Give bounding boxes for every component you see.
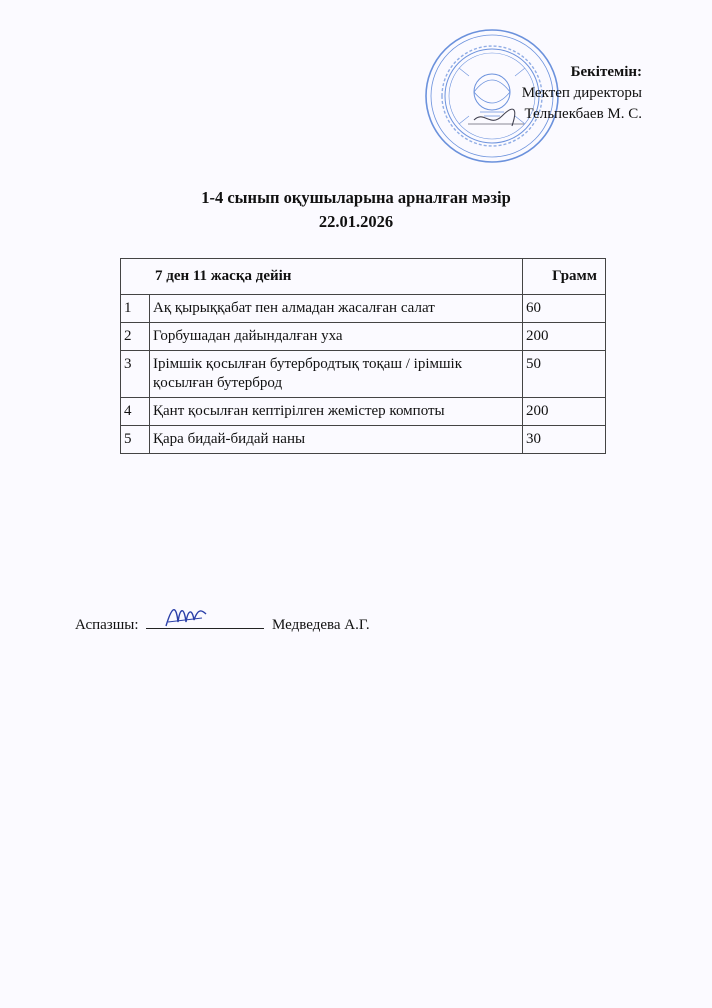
row-dish: Ақ қырыққабат пен алмадан жасалған салат: [150, 295, 523, 323]
row-gram: 200: [523, 398, 606, 426]
row-number: 2: [121, 323, 150, 351]
approval-header: Бекітемін:: [570, 64, 642, 80]
table-row: [121, 351, 606, 398]
signature-line: [146, 612, 264, 629]
handwritten-signature: [162, 600, 210, 630]
row-number: 4: [121, 398, 150, 426]
row-number: 3: [121, 351, 150, 398]
row-dish: Ірімшік қосылған бутербродтық тоқаш / ірімшік қосылған бутерброд: [150, 351, 523, 398]
table-row: [121, 398, 606, 426]
approval-block: [522, 62, 642, 125]
row-gram: 30: [523, 426, 606, 454]
cook-label: Аспазшы:: [75, 617, 139, 633]
row-dish: Қара бидай-бидай наны: [150, 426, 523, 454]
menu-table: [120, 258, 606, 454]
cook-signature-line: [75, 612, 370, 635]
approval-position: Мектеп директоры: [521, 85, 642, 101]
header-gram: Грамм: [523, 259, 606, 295]
row-gram: 50: [523, 351, 606, 398]
table-row: [121, 323, 606, 351]
menu-title: 1-4 сынып оқушыларына арналған мәзір: [201, 188, 511, 207]
row-gram: 200: [523, 323, 606, 351]
row-dish: Қант қосылған кептірілген жемістер компоты: [150, 398, 523, 426]
cook-name: Медведева А.Г.: [272, 617, 370, 633]
row-number: 1: [121, 295, 150, 323]
header-age: 7 ден 11 жасқа дейін: [121, 259, 523, 295]
table-row: [121, 295, 606, 323]
table-header-row: [121, 259, 606, 295]
approval-name: Тельпекбаев М. С.: [524, 106, 642, 122]
menu-date: 22.01.2026: [318, 212, 394, 231]
row-number: 5: [121, 426, 150, 454]
row-gram: 60: [523, 295, 606, 323]
row-dish: Горбушадан дайындалған уха: [150, 323, 523, 351]
table-row: [121, 426, 606, 454]
